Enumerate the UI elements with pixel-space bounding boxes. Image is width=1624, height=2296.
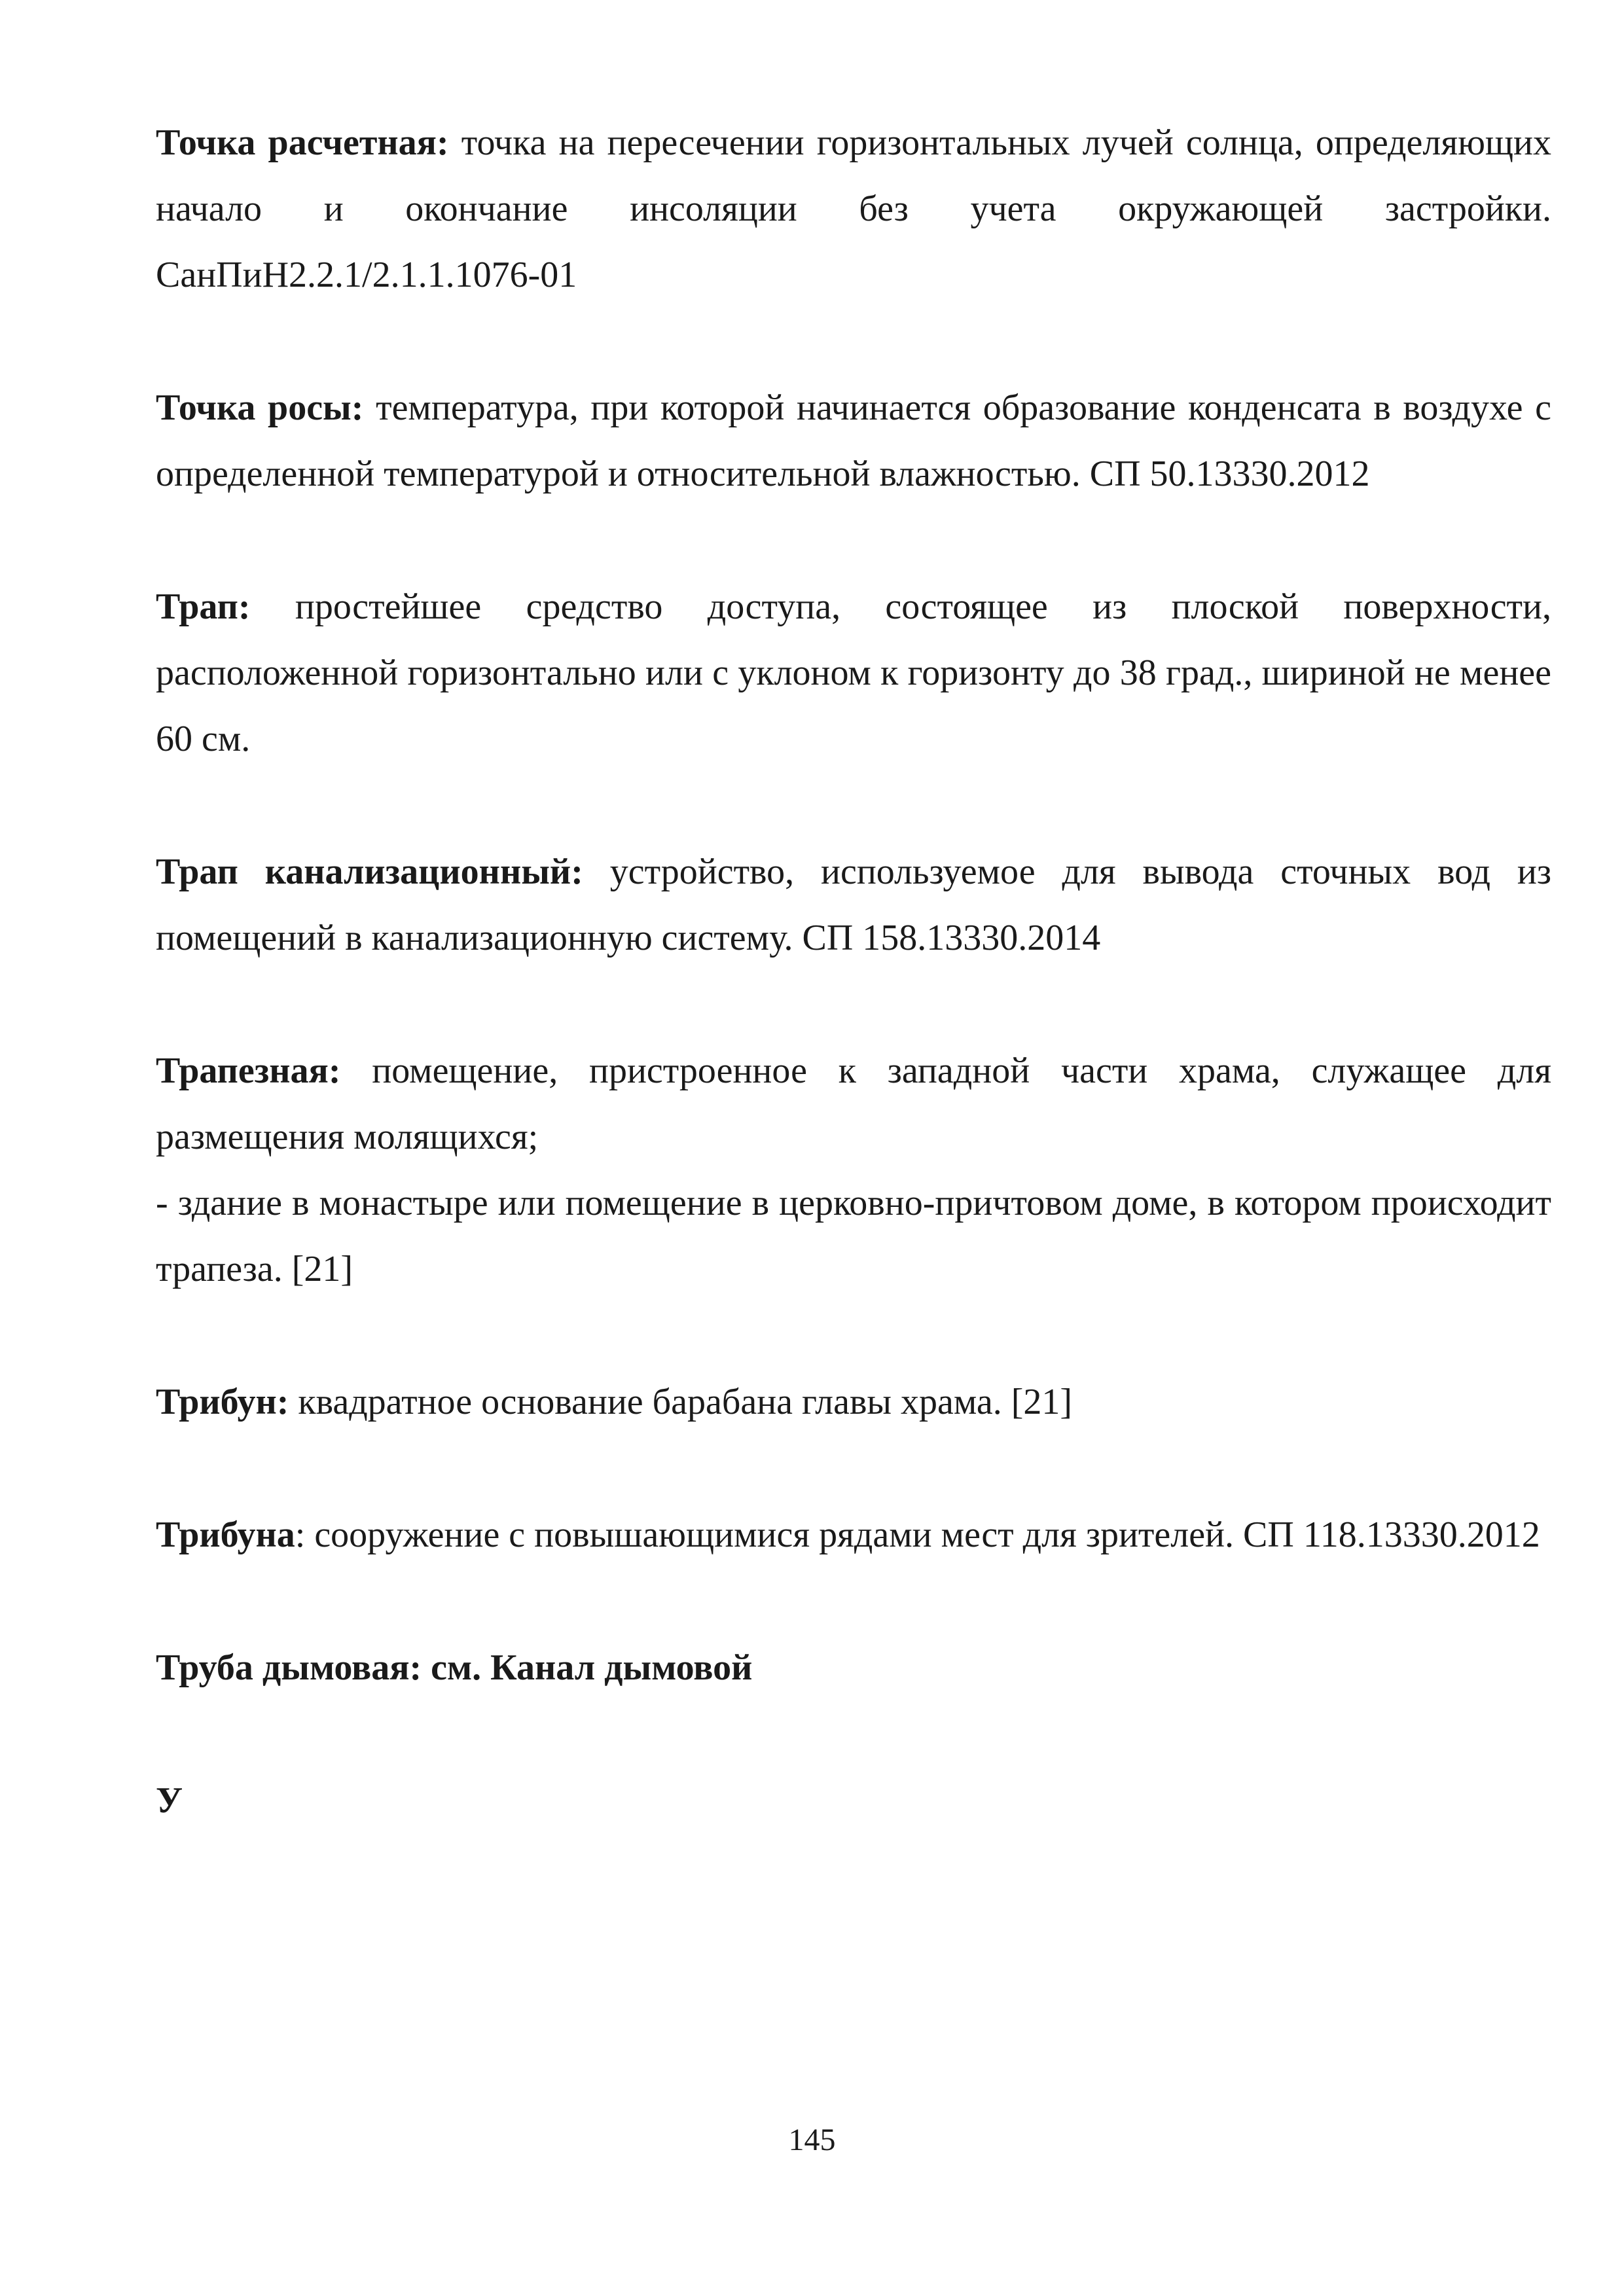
glossary-entry — [156, 574, 1551, 772]
entry-paragraph — [156, 574, 1551, 772]
entry-term: Трап канализационный: — [156, 852, 583, 892]
entry-term: Трибуна — [156, 1515, 295, 1555]
entry-definition: квадратное основание барабана главы храма. [21] — [289, 1382, 1073, 1422]
glossary-entry — [156, 1502, 1551, 1568]
entry-term: Точка расчетная: — [156, 122, 449, 163]
entry-term: Трапезная: — [156, 1050, 341, 1091]
entry-paragraph — [156, 375, 1551, 507]
entry-definition: устройство, используемое для вывода сточных вод из помещений в канализационную систему. СП 158.13330.2014 — [156, 852, 1551, 958]
entry-term: Труба дымовая: см. Канал дымовой — [156, 1647, 753, 1688]
entry-term: Трибун: — [156, 1382, 289, 1422]
entry-definition: температура, при которой начинается образование конденсата в воздухе с определенной температурой и относительной влажностью. СП 50.13330.2012 — [156, 387, 1552, 494]
entry-continuation: - здание в монастыре или помещение в церковно-причтовом доме, в котором происходит трапеза. [21] — [156, 1183, 1551, 1289]
entry-paragraph — [156, 839, 1551, 971]
glossary-entry — [156, 839, 1551, 971]
entry-paragraph — [156, 1502, 1551, 1568]
entry-paragraph — [156, 110, 1551, 308]
glossary-entry — [156, 1635, 1551, 1701]
glossary-entry — [156, 1369, 1551, 1435]
entry-paragraph — [156, 1369, 1551, 1435]
glossary-entry — [156, 110, 1551, 308]
glossary-entry — [156, 375, 1551, 507]
entry-definition: помещение, пристроенное к западной части храма, служащее для размещения молящихся; — [156, 1050, 1551, 1157]
entry-definition: : сооружение с повышающимися рядами мест для зрителей. СП 118.13330.2012 — [295, 1515, 1540, 1555]
entry-paragraph — [156, 1635, 1551, 1701]
entry-paragraph — [156, 1038, 1551, 1170]
entry-definition: простейшее средство доступа, состоящее из плоской поверхности, расположенной горизонтально или с уклоном к горизонту до 38 град., шириной не менее 60 см. — [156, 586, 1551, 759]
page-number: 145 — [788, 2123, 836, 2157]
document-page — [156, 110, 1551, 1834]
entry-term: Трап: — [156, 586, 251, 627]
section-letter-heading: У — [156, 1780, 183, 1821]
entry-term: Точка росы: — [156, 387, 364, 428]
glossary-entry — [156, 1038, 1551, 1302]
entry-definition: точка на пересечении горизонтальных лучей солнца, определяющих начало и окончание инсоляции без учета окружающей застройки. СанПиН2.2.1/2.1.1.1076-01 — [156, 122, 1551, 295]
